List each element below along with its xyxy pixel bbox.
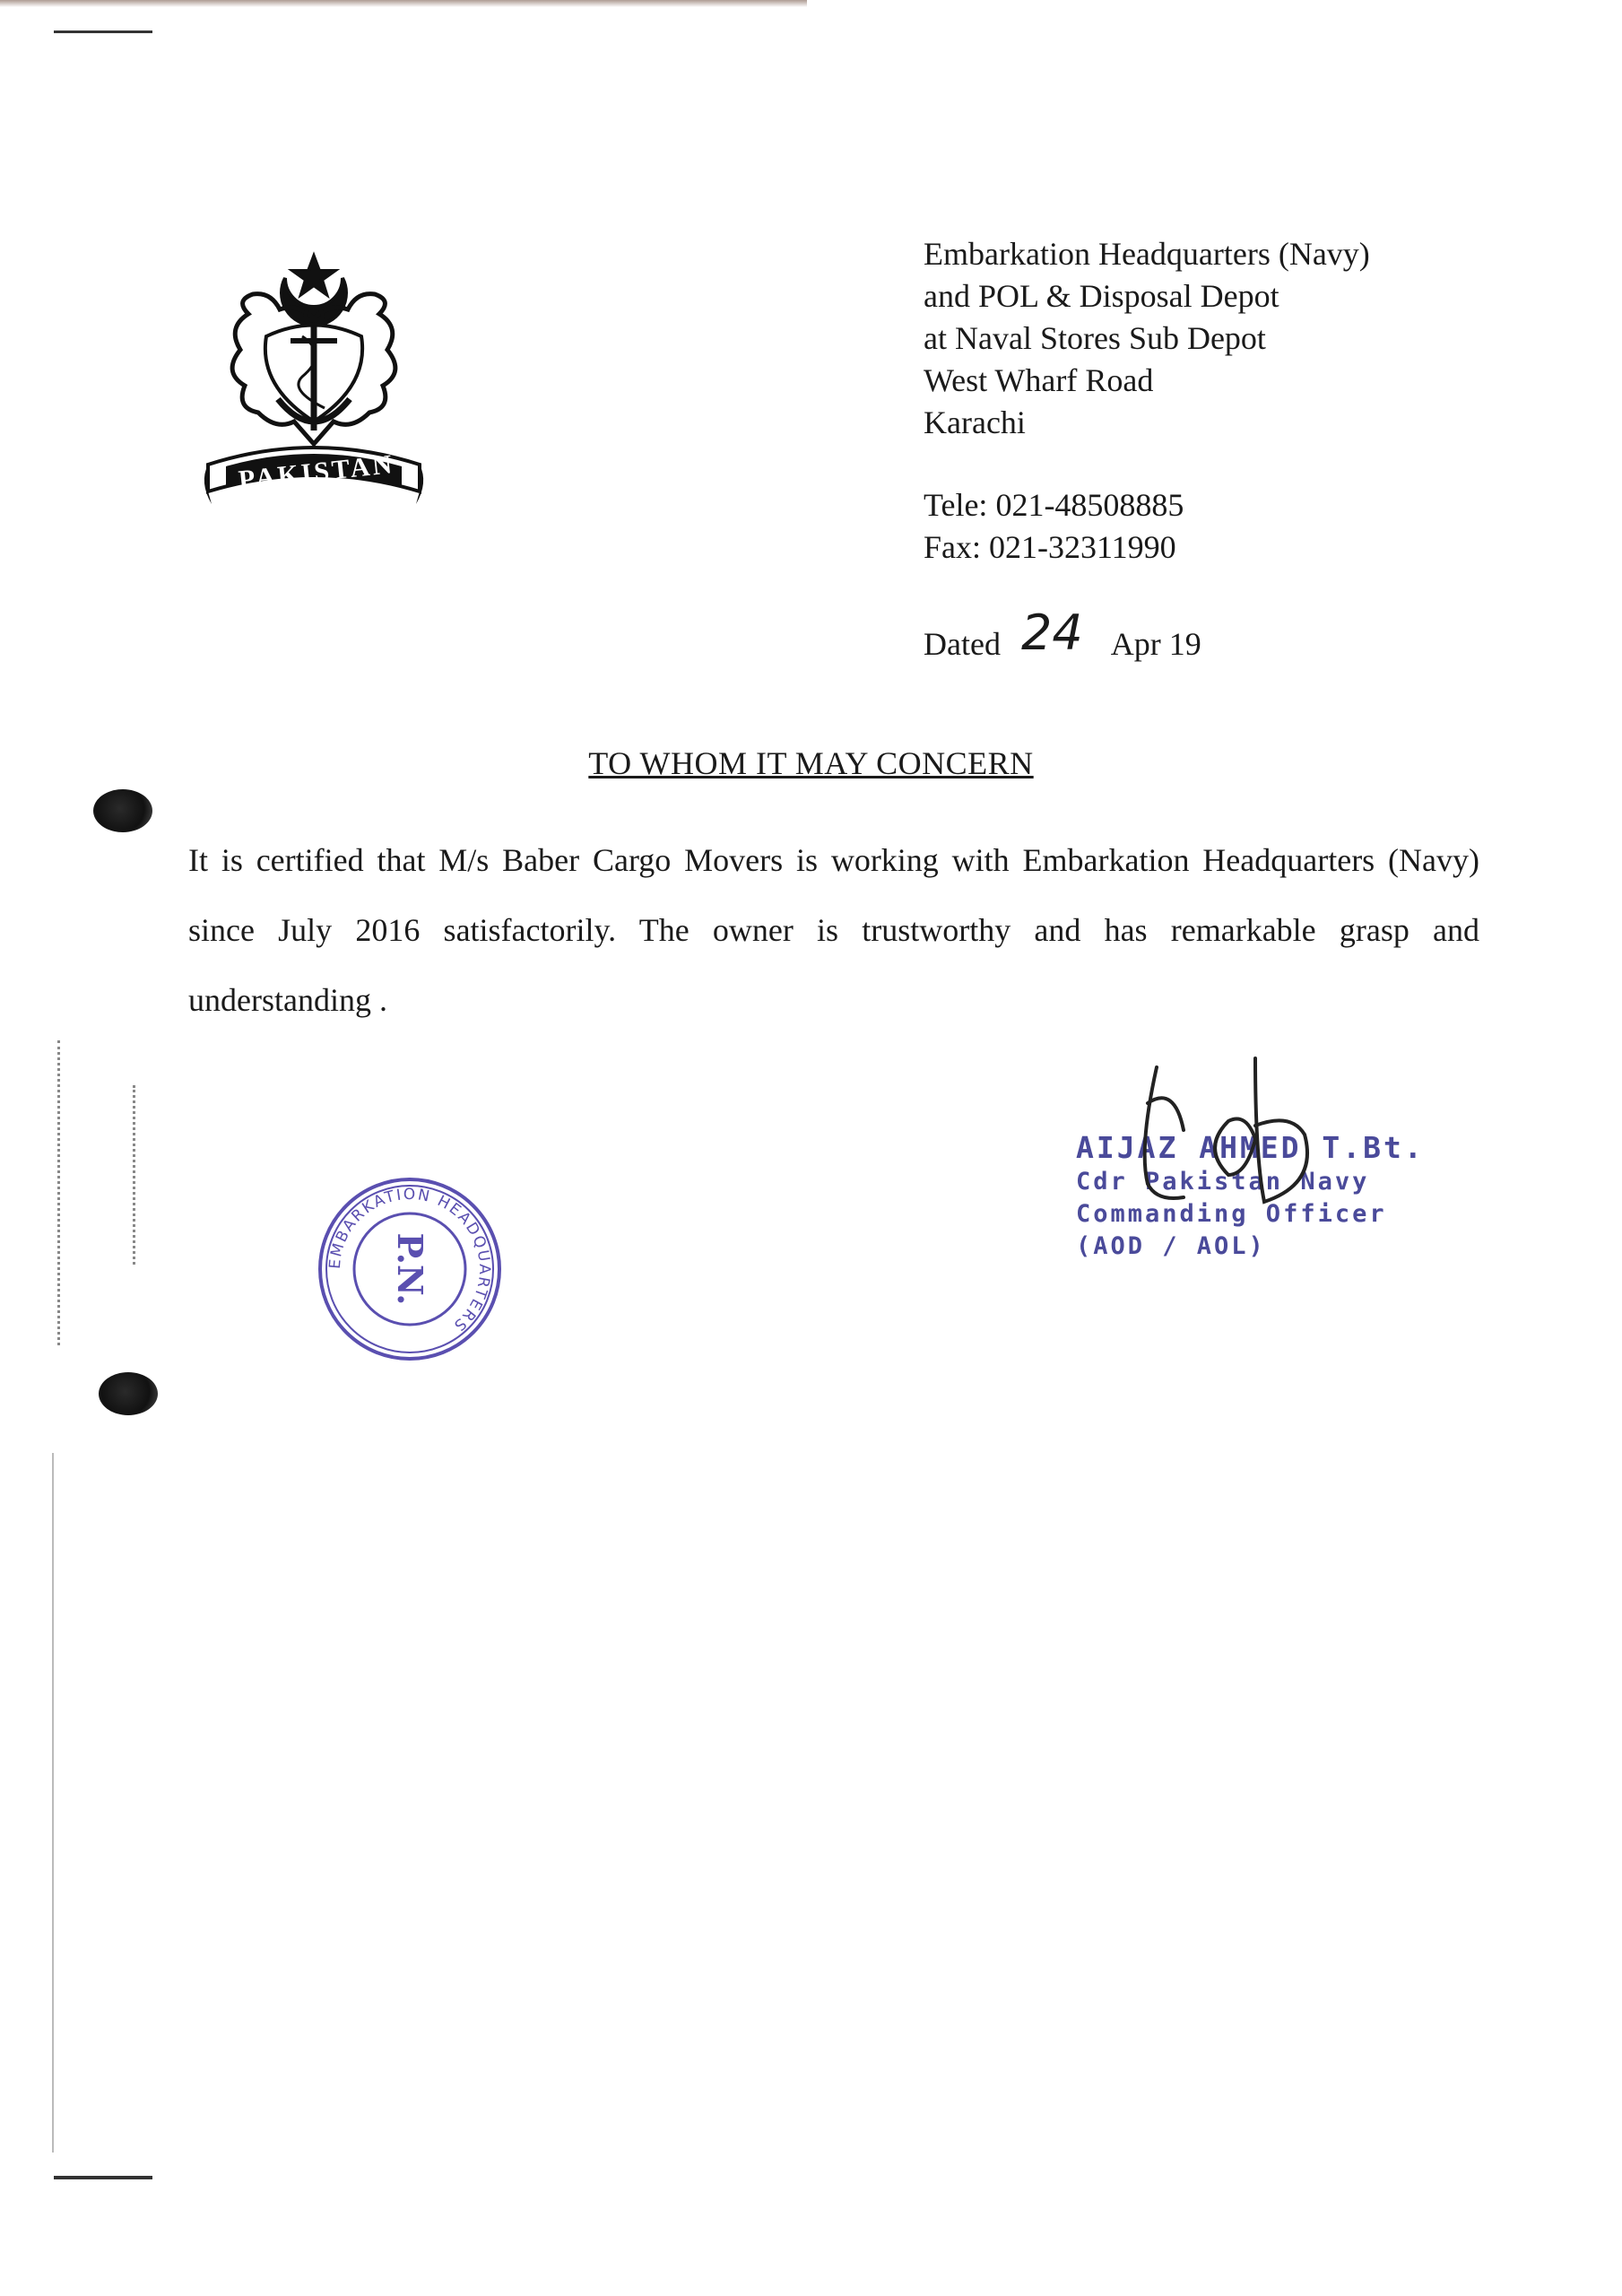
punch-hole-bottom [99, 1372, 158, 1415]
telephone-number: Tele: 021-48508885 [924, 487, 1184, 523]
date-line [924, 604, 1201, 666]
dated-day-handwritten: 24 [1020, 604, 1083, 661]
punch-hole-top [93, 789, 152, 832]
letter-body: It is certified that M/s Baber Cargo Movers is working with Embarkation Headquarters (Navy) since July 2016 satisfactorily. The owner is trustworthy and has remarkable grasp and understanding . [188, 842, 1479, 1018]
signatory-title: Commanding Officer [1076, 1200, 1387, 1228]
address-line: and POL & Disposal Depot [924, 278, 1279, 314]
left-margin-rule [52, 1453, 54, 2152]
signatory-name: AIJAZ AHMED T.Bt. [1076, 1130, 1425, 1165]
address-line: at Naval Stores Sub Depot [924, 320, 1266, 356]
scan-top-edge [0, 0, 807, 7]
margin-mark-bottom [54, 2176, 152, 2179]
dated-month-year: Apr 19 [1110, 626, 1201, 662]
crest-banner-label: PAKISTAN [237, 448, 396, 496]
margin-dots-2 [133, 1085, 139, 1265]
stamp-center-text: P.N. [390, 1232, 430, 1306]
handwritten-signature [1121, 1049, 1336, 1265]
dated-label: Dated [924, 626, 1001, 662]
margin-dots [57, 1040, 64, 1345]
address-line: Karachi [924, 404, 1026, 440]
letter-heading: TO WHOM IT MAY CONCERN [588, 745, 1034, 781]
letterhead-address [924, 233, 1462, 444]
address-line: West Wharf Road [924, 362, 1154, 398]
letterhead-contact [924, 484, 1184, 569]
official-stamp [316, 1175, 504, 1363]
signatory-unit: (AOD / AOL) [1076, 1232, 1266, 1260]
fax-number: Fax: 021-32311990 [924, 529, 1176, 565]
stamp-ring-text: EMBARKATION HEADQUARTERS [325, 1185, 494, 1335]
margin-mark-top [54, 30, 152, 33]
signatory-rank: Cdr Pakistan Navy [1076, 1168, 1370, 1196]
address-line: Embarkation Headquarters (Navy) [924, 236, 1370, 272]
